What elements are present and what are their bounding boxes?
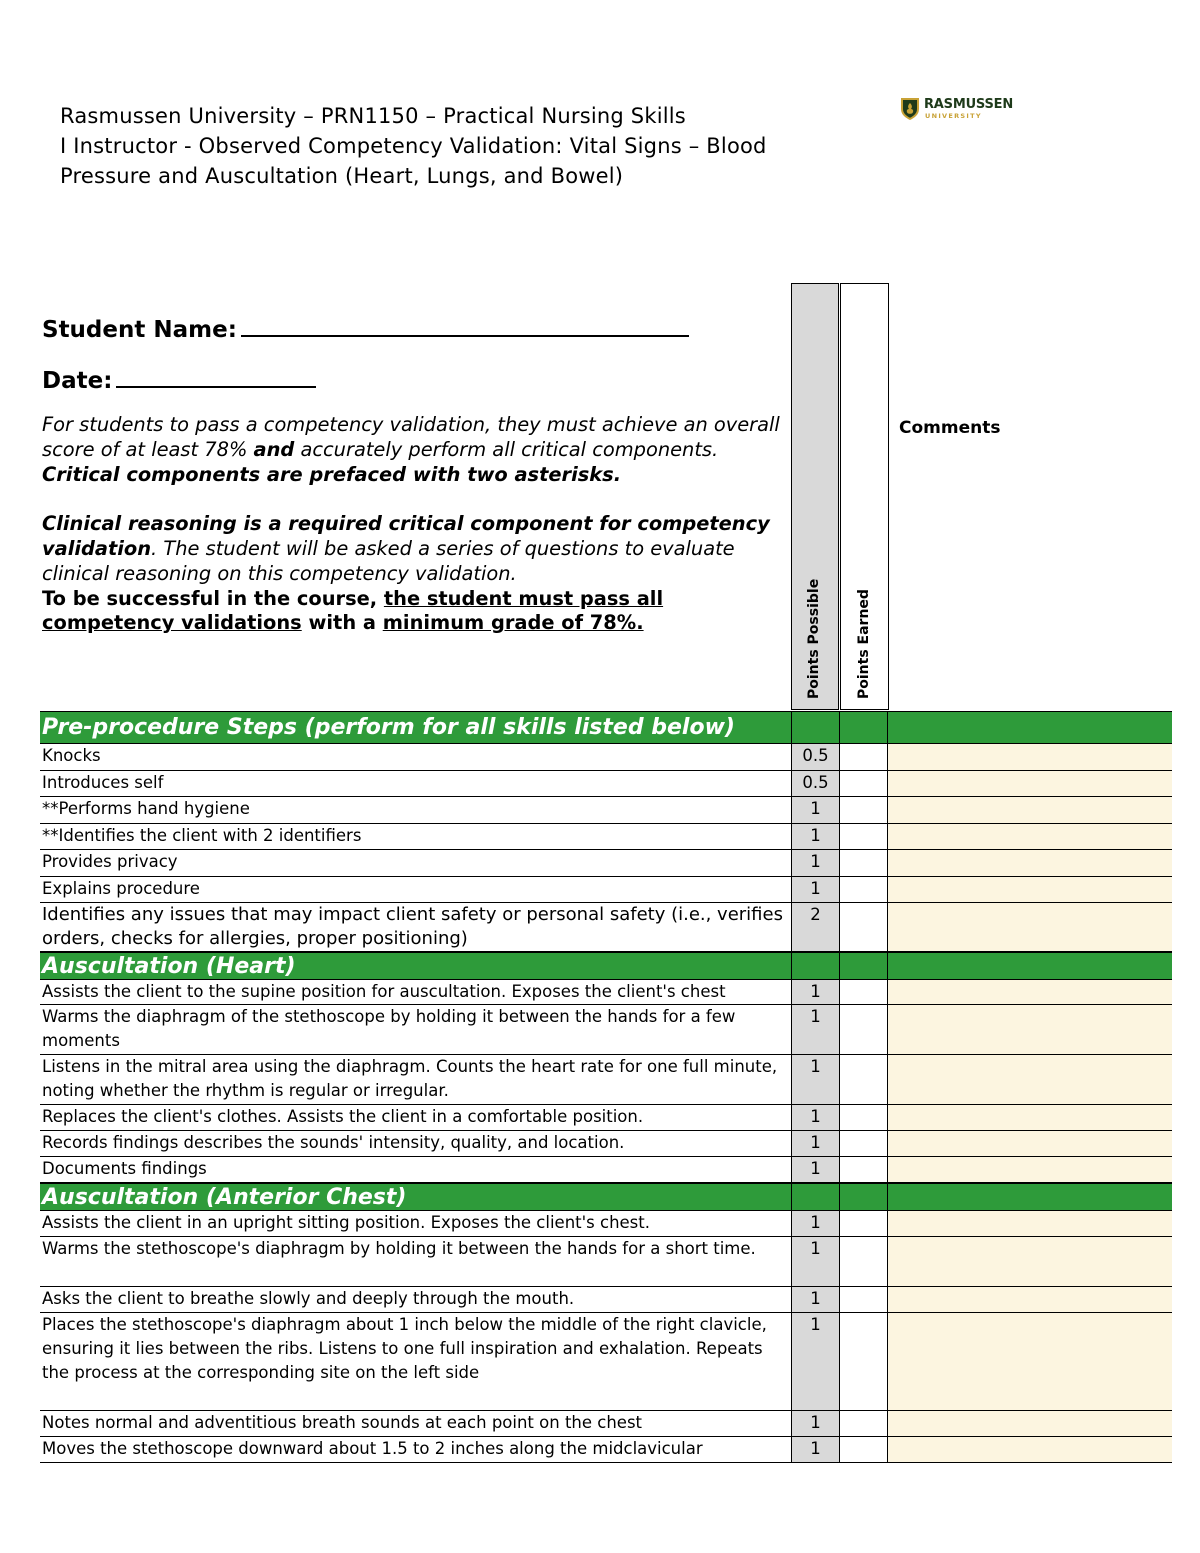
minimum-grade: minimum grade of 78%. [382, 611, 644, 635]
section-header-auscultation-anterior-chest [40, 1183, 1172, 1211]
document-title [60, 101, 860, 191]
points-possible-cell: 1 [791, 1287, 839, 1312]
date-blank[interactable] [116, 362, 316, 388]
step-text: Listens in the mitral area using the diaphragm. Counts the heart rate for one full minute, noting whether the rhythm is regular or irregular. [42, 1057, 778, 1100]
points-possible-cell: 1 [791, 1131, 839, 1156]
title-line-3: Pressure and Auscultation (Heart, Lungs, and Bowel) [60, 164, 624, 188]
points-earned-cell[interactable] [839, 1157, 888, 1182]
step-text: Records findings describes the sounds' intensity, quality, and location. [42, 1133, 625, 1152]
comments-cell[interactable] [888, 1131, 1172, 1156]
table-row [40, 1237, 1172, 1287]
comments-cell[interactable] [888, 1237, 1172, 1286]
instructions-paragraph-2 [42, 512, 792, 586]
comments-cell[interactable] [888, 1211, 1172, 1236]
comments-cell[interactable] [888, 771, 1172, 797]
points-possible-cell: 1 [791, 1313, 839, 1410]
instructions [42, 413, 792, 636]
title-line-1: Rasmussen University – PRN1150 – Practical Nursing Skills [60, 104, 686, 128]
instructions-text: accurately perform all critical components. [294, 437, 719, 461]
competency-table [40, 711, 1172, 1463]
comments-cell[interactable] [888, 1055, 1172, 1104]
table-row [40, 1055, 1172, 1105]
comments-cell[interactable] [888, 1313, 1172, 1410]
points-possible-cell: 2 [791, 903, 839, 951]
comments-cell[interactable] [888, 824, 1172, 850]
points-possible-cell: 1 [791, 1005, 839, 1054]
comments-cell[interactable] [888, 850, 1172, 876]
section-header-pre-procedure [40, 711, 1172, 744]
comments-cell[interactable] [888, 797, 1172, 823]
date-field [42, 362, 316, 394]
comments-cell[interactable] [888, 1437, 1172, 1462]
step-text: Explains procedure [42, 878, 200, 898]
points-earned-cell[interactable] [839, 1105, 888, 1130]
comments-cell[interactable] [888, 1287, 1172, 1312]
points-earned-cell[interactable] [839, 1005, 888, 1054]
points-earned-cell[interactable] [839, 980, 888, 1004]
instructions-paragraph-1 [42, 413, 792, 487]
comments-cell[interactable] [888, 1005, 1172, 1054]
points-earned-cell[interactable] [839, 1411, 888, 1436]
comments-cell[interactable] [888, 744, 1172, 770]
step-text: **Performs hand hygiene [42, 799, 250, 818]
points-possible-cell: 1 [791, 824, 839, 850]
table-row [40, 1131, 1172, 1157]
table-row [40, 797, 1172, 824]
points-earned-cell[interactable] [839, 850, 888, 876]
points-earned-cell[interactable] [839, 1237, 888, 1286]
points-earned-cell[interactable] [839, 744, 888, 770]
table-row [40, 771, 1172, 798]
section-cell [791, 712, 839, 743]
step-text: Warms the stethoscope's diaphragm by holding it between the hands for a short time. [42, 1239, 756, 1258]
table-row [40, 824, 1172, 851]
section-cell [839, 953, 888, 979]
points-possible-cell: 1 [791, 797, 839, 823]
student-name-label: Student Name: [42, 317, 237, 343]
points-possible-header [791, 283, 839, 710]
section-cell [791, 1184, 839, 1210]
pass-requirement: the student must pass all competency validations [42, 586, 664, 635]
points-earned-cell[interactable] [839, 771, 888, 797]
table-row [40, 1287, 1172, 1313]
step-text: Provides privacy [42, 852, 178, 871]
step-text: Documents findings [42, 1159, 207, 1178]
points-earned-cell[interactable] [839, 1287, 888, 1312]
instructions-text: For students to pass a competency validation, they must achieve an overall score of at least 78% [42, 413, 780, 461]
table-row [40, 850, 1172, 877]
points-earned-cell[interactable] [839, 824, 888, 850]
critical-note: Critical components are prefaced with two asterisks. [42, 462, 622, 486]
step-text: Asks the client to breathe slowly and deeply through the mouth. [42, 1289, 575, 1308]
step-text: Notes normal and adventitious breath sounds at each point on the chest [42, 1413, 643, 1432]
shield-icon [900, 97, 920, 121]
points-earned-cell[interactable] [839, 903, 888, 951]
points-earned-cell[interactable] [839, 877, 888, 903]
table-row [40, 1105, 1172, 1131]
step-text: Warms the diaphragm of the stethoscope by holding it between the hands for a few moments [42, 1007, 736, 1050]
points-possible-cell: 0.5 [791, 744, 839, 770]
points-possible-cell: 1 [791, 1211, 839, 1236]
step-text: **Identifies the client with 2 identifiers [42, 825, 362, 845]
table-row [40, 903, 1172, 952]
instructions-paragraph-3 [42, 587, 792, 637]
points-possible-cell: 1 [791, 1105, 839, 1130]
points-earned-cell[interactable] [839, 1055, 888, 1104]
instructions-text: To be successful in the course, [42, 586, 384, 610]
date-label: Date: [42, 368, 113, 394]
table-row [40, 877, 1172, 904]
points-earned-cell[interactable] [839, 797, 888, 823]
section-cell [839, 712, 888, 743]
points-possible-cell: 1 [791, 1055, 839, 1104]
table-row [40, 1313, 1172, 1411]
step-text: Identifies any issues that may impact client safety or personal safety (i.e., verifies orders, checks for allergies, proper positioning) [42, 904, 783, 949]
table-row [40, 1157, 1172, 1183]
comments-header: Comments [899, 418, 1001, 438]
table-row [40, 980, 1172, 1005]
clinical-reasoning-note: Clinical reasoning is a required critical component for competency validation [42, 512, 770, 560]
section-title: Auscultation (Anterior Chest) [42, 1185, 407, 1210]
section-cell [888, 1184, 1172, 1210]
section-cell [839, 1184, 888, 1210]
comments-cell[interactable] [888, 903, 1172, 951]
points-possible-cell: 0.5 [791, 771, 839, 797]
instructions-emphasis: and [253, 437, 295, 461]
points-possible-cell: 1 [791, 980, 839, 1004]
comments-cell[interactable] [888, 1105, 1172, 1130]
points-possible-cell: 1 [791, 1237, 839, 1286]
section-title: Auscultation (Heart) [42, 954, 296, 979]
points-earned-cell[interactable] [839, 1313, 888, 1410]
points-earned-header [840, 283, 889, 710]
instructions-text: . The student will be asked a series of questions to evaluate clinical reasoning on this competency validation. [42, 536, 735, 585]
title-line-2: I Instructor - Observed Competency Validation: Vital Signs – Blood [60, 134, 767, 158]
points-possible-cell: 1 [791, 850, 839, 876]
step-text: Introduces self [42, 772, 164, 792]
points-earned-cell[interactable] [839, 1437, 888, 1462]
step-text: Moves the stethoscope downward about 1.5 to 2 inches along the midclavicular [42, 1439, 703, 1458]
points-earned-cell[interactable] [839, 1131, 888, 1156]
table-row [40, 1211, 1172, 1237]
points-possible-cell: 1 [791, 1411, 839, 1436]
section-cell [888, 953, 1172, 979]
step-text-part: Places the stethoscope's diaphragm about 1 inch below the middle of the right clavicle, ensuring it lies between the ribs. Listens to one full inspiration and exhalation. Repeats [42, 1315, 767, 1358]
step-text: Assists the client in an upright sitting position. Exposes the client's chest. [42, 1213, 650, 1232]
table-row [40, 1437, 1172, 1463]
spacer [42, 487, 792, 512]
comments-cell[interactable] [888, 980, 1172, 1004]
points-earned-cell[interactable] [839, 1211, 888, 1236]
points-possible-cell: 1 [791, 1437, 839, 1462]
table-row [40, 744, 1172, 771]
step-text-part: the process at the corresponding site on the left side [42, 1363, 480, 1382]
step-text: Replaces the client's clothes. Assists the client in a comfortable position. [42, 1107, 644, 1126]
step-text: Assists the client to the supine position for auscultation. Exposes the client's chest [42, 982, 726, 1001]
points-earned-label: Points Earned [856, 589, 872, 699]
instructions-text: with a [301, 611, 383, 635]
table-row [40, 1005, 1172, 1055]
logo-wordmark: RASMUSSEN [924, 97, 1014, 112]
points-possible-cell: 1 [791, 877, 839, 903]
section-title: Pre-procedure Steps (perform for all skills listed below) [42, 715, 735, 740]
comments-cell[interactable] [888, 1411, 1172, 1436]
section-cell [791, 953, 839, 979]
rasmussen-logo [900, 97, 1020, 123]
comments-cell[interactable] [888, 877, 1172, 903]
step-text: Knocks [42, 746, 101, 765]
table-row [40, 1411, 1172, 1437]
student-name-blank[interactable] [241, 311, 689, 337]
step-text [40, 1313, 791, 1410]
logo-subtitle: UNIVERSITY [925, 112, 982, 120]
student-name-field [42, 311, 689, 343]
points-possible-label: Points Possible [806, 578, 822, 699]
section-cell [888, 712, 1172, 743]
section-header-auscultation-heart [40, 952, 1172, 980]
points-possible-cell: 1 [791, 1157, 839, 1182]
comments-cell[interactable] [888, 1157, 1172, 1182]
